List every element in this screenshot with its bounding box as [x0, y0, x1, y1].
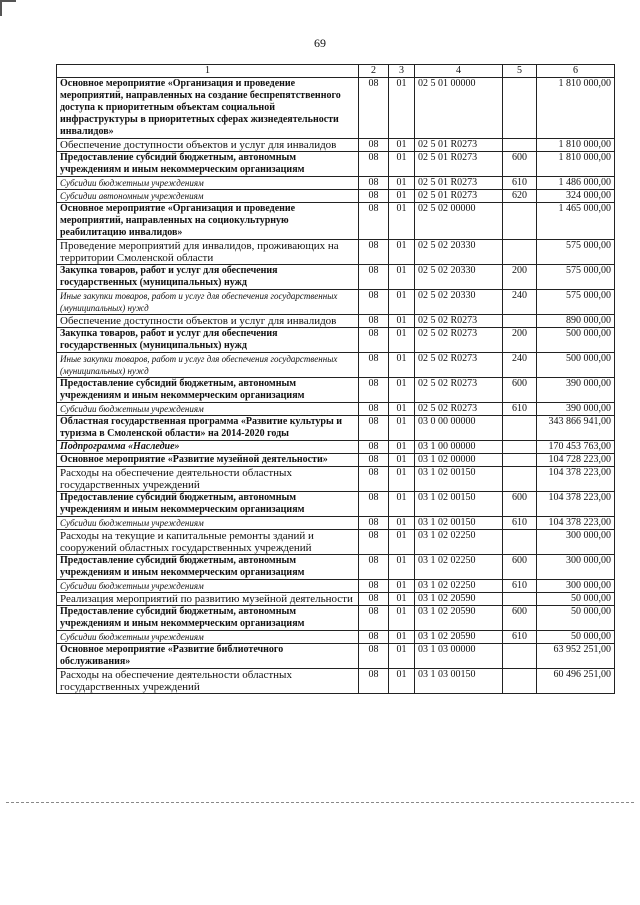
row-name-cell: Основное мероприятие «Развитие музейной деятельности» — [57, 454, 359, 467]
row-subsection-cell: 01 — [389, 403, 415, 416]
budget-table — [56, 64, 615, 694]
row-target-article-cell: 02 5 02 20330 — [415, 240, 503, 265]
row-subsection-cell: 01 — [389, 416, 415, 441]
row-target-article-cell: 03 1 00 00000 — [415, 441, 503, 454]
table-row — [57, 517, 615, 530]
table-row — [57, 353, 615, 378]
row-expense-type-cell: 200 — [503, 328, 537, 353]
row-section-cell: 08 — [359, 530, 389, 555]
column-header-4: 4 — [415, 65, 503, 78]
column-header-6: 6 — [537, 65, 615, 78]
row-name-cell: Субсидии бюджетным учреждениям — [57, 177, 359, 190]
row-expense-type-cell — [503, 416, 537, 441]
table-row — [57, 631, 615, 644]
row-target-article-cell: 03 1 03 00000 — [415, 644, 503, 669]
row-target-article-cell: 02 5 02 20330 — [415, 265, 503, 290]
row-expense-type-cell: 620 — [503, 190, 537, 203]
column-header-2: 2 — [359, 65, 389, 78]
row-name-cell: Областная государственная программа «Развитие культуры и туризма в Смоленской области» на 2014-2020 годы — [57, 416, 359, 441]
table-row — [57, 240, 615, 265]
table-body — [57, 78, 615, 694]
row-section-cell: 08 — [359, 203, 389, 240]
row-amount-cell: 1 465 000,00 — [537, 203, 615, 240]
row-name-cell: Закупка товаров, работ и услуг для обеспечения государственных (муниципальных) нужд — [57, 265, 359, 290]
row-target-article-cell: 03 1 02 00150 — [415, 467, 503, 492]
row-amount-cell: 300 000,00 — [537, 555, 615, 580]
row-amount-cell: 575 000,00 — [537, 240, 615, 265]
row-subsection-cell: 01 — [389, 240, 415, 265]
row-expense-type-cell: 610 — [503, 403, 537, 416]
row-subsection-cell: 01 — [389, 353, 415, 378]
row-section-cell: 08 — [359, 190, 389, 203]
row-expense-type-cell — [503, 530, 537, 555]
row-section-cell: 08 — [359, 177, 389, 190]
table-row — [57, 606, 615, 631]
row-expense-type-cell — [503, 78, 537, 139]
row-subsection-cell: 01 — [389, 555, 415, 580]
table-row — [57, 177, 615, 190]
row-subsection-cell: 01 — [389, 328, 415, 353]
row-amount-cell: 300 000,00 — [537, 580, 615, 593]
row-name-cell: Иные закупки товаров, работ и услуг для обеспечения государственных (муниципальных) нужд — [57, 353, 359, 378]
table-row — [57, 580, 615, 593]
row-amount-cell: 50 000,00 — [537, 593, 615, 606]
row-target-article-cell: 03 1 02 20590 — [415, 631, 503, 644]
row-expense-type-cell — [503, 669, 537, 694]
row-name-cell: Обеспечение доступности объектов и услуг для инвалидов — [57, 139, 359, 152]
page-bottom-dashed-line — [6, 802, 634, 803]
row-amount-cell: 1 810 000,00 — [537, 78, 615, 139]
row-name-cell: Иные закупки товаров, работ и услуг для обеспечения государственных (муниципальных) нужд — [57, 290, 359, 315]
row-target-article-cell: 03 0 00 00000 — [415, 416, 503, 441]
row-amount-cell: 1 486 000,00 — [537, 177, 615, 190]
row-expense-type-cell — [503, 240, 537, 265]
row-amount-cell: 60 496 251,00 — [537, 669, 615, 694]
row-expense-type-cell — [503, 593, 537, 606]
row-amount-cell: 300 000,00 — [537, 530, 615, 555]
row-expense-type-cell: 610 — [503, 177, 537, 190]
row-subsection-cell: 01 — [389, 378, 415, 403]
row-name-cell: Предоставление субсидий бюджетным, автономным учреждениям и иным некоммерческим организациям — [57, 555, 359, 580]
row-target-article-cell: 03 1 02 00000 — [415, 454, 503, 467]
table-row — [57, 441, 615, 454]
row-target-article-cell: 02 5 02 00000 — [415, 203, 503, 240]
row-subsection-cell: 01 — [389, 190, 415, 203]
row-expense-type-cell: 200 — [503, 265, 537, 290]
row-name-cell: Реализация мероприятий по развитию музейной деятельности — [57, 593, 359, 606]
row-expense-type-cell: 600 — [503, 378, 537, 403]
table-row — [57, 328, 615, 353]
row-name-cell: Субсидии автономным учреждениям — [57, 190, 359, 203]
row-subsection-cell: 01 — [389, 606, 415, 631]
row-subsection-cell: 01 — [389, 265, 415, 290]
row-section-cell: 08 — [359, 78, 389, 139]
table-row — [57, 290, 615, 315]
table-row — [57, 492, 615, 517]
row-subsection-cell: 01 — [389, 530, 415, 555]
row-amount-cell: 390 000,00 — [537, 403, 615, 416]
row-amount-cell: 50 000,00 — [537, 631, 615, 644]
table-row — [57, 139, 615, 152]
row-subsection-cell: 01 — [389, 203, 415, 240]
column-header-1: 1 — [57, 65, 359, 78]
row-expense-type-cell: 240 — [503, 353, 537, 378]
row-name-cell: Закупка товаров, работ и услуг для обеспечения государственных (муниципальных) нужд — [57, 328, 359, 353]
row-target-article-cell: 02 5 02 R0273 — [415, 328, 503, 353]
row-expense-type-cell: 600 — [503, 152, 537, 177]
row-section-cell: 08 — [359, 517, 389, 530]
row-expense-type-cell — [503, 441, 537, 454]
row-section-cell: 08 — [359, 467, 389, 492]
row-section-cell: 08 — [359, 555, 389, 580]
row-amount-cell: 500 000,00 — [537, 328, 615, 353]
row-target-article-cell: 02 5 02 R0273 — [415, 378, 503, 403]
row-section-cell: 08 — [359, 378, 389, 403]
row-section-cell: 08 — [359, 454, 389, 467]
row-target-article-cell: 02 5 01 R0273 — [415, 190, 503, 203]
row-target-article-cell: 02 5 01 R0273 — [415, 152, 503, 177]
row-expense-type-cell — [503, 644, 537, 669]
row-target-article-cell: 02 5 01 R0273 — [415, 139, 503, 152]
row-target-article-cell: 02 5 02 20330 — [415, 290, 503, 315]
row-subsection-cell: 01 — [389, 517, 415, 530]
row-section-cell: 08 — [359, 631, 389, 644]
row-target-article-cell: 03 1 02 20590 — [415, 593, 503, 606]
row-amount-cell: 170 453 763,00 — [537, 441, 615, 454]
table-header — [57, 65, 615, 78]
row-section-cell: 08 — [359, 644, 389, 669]
row-name-cell: Подпрограмма «Наследие» — [57, 441, 359, 454]
column-header-3: 3 — [389, 65, 415, 78]
row-subsection-cell: 01 — [389, 580, 415, 593]
row-target-article-cell: 03 1 02 20590 — [415, 606, 503, 631]
row-target-article-cell: 02 5 01 R0273 — [415, 177, 503, 190]
row-subsection-cell: 01 — [389, 441, 415, 454]
row-section-cell: 08 — [359, 265, 389, 290]
row-amount-cell: 104 378 223,00 — [537, 467, 615, 492]
row-target-article-cell: 02 5 02 R0273 — [415, 403, 503, 416]
row-subsection-cell: 01 — [389, 644, 415, 669]
row-expense-type-cell — [503, 454, 537, 467]
scan-corner-mark — [0, 0, 16, 16]
row-section-cell: 08 — [359, 240, 389, 265]
row-name-cell: Предоставление субсидий бюджетным, автономным учреждениям и иным некоммерческим организациям — [57, 152, 359, 177]
row-amount-cell: 104 378 223,00 — [537, 517, 615, 530]
row-expense-type-cell: 610 — [503, 517, 537, 530]
row-amount-cell: 104 728 223,00 — [537, 454, 615, 467]
column-header-5: 5 — [503, 65, 537, 78]
row-name-cell: Расходы на обеспечение деятельности областных государственных учреждений — [57, 669, 359, 694]
row-section-cell: 08 — [359, 580, 389, 593]
row-name-cell: Расходы на текущие и капитальные ремонты зданий и сооружений областных государственных учреждений — [57, 530, 359, 555]
table-row — [57, 467, 615, 492]
row-subsection-cell: 01 — [389, 669, 415, 694]
row-expense-type-cell: 610 — [503, 580, 537, 593]
header-row — [57, 65, 615, 78]
table-row — [57, 190, 615, 203]
row-amount-cell: 575 000,00 — [537, 265, 615, 290]
row-name-cell: Субсидии бюджетным учреждениям — [57, 403, 359, 416]
table-row — [57, 378, 615, 403]
row-section-cell: 08 — [359, 353, 389, 378]
row-name-cell: Основное мероприятие «Развитие библиотечного обслуживания» — [57, 644, 359, 669]
row-name-cell: Предоставление субсидий бюджетным, автономным учреждениям и иным некоммерческим организациям — [57, 378, 359, 403]
row-expense-type-cell: 600 — [503, 555, 537, 580]
row-section-cell: 08 — [359, 669, 389, 694]
row-name-cell: Расходы на обеспечение деятельности областных государственных учреждений — [57, 467, 359, 492]
row-amount-cell: 50 000,00 — [537, 606, 615, 631]
table-row — [57, 454, 615, 467]
table-row — [57, 403, 615, 416]
row-subsection-cell: 01 — [389, 78, 415, 139]
row-subsection-cell: 01 — [389, 593, 415, 606]
row-target-article-cell: 03 1 02 02250 — [415, 530, 503, 555]
row-section-cell: 08 — [359, 441, 389, 454]
table-row — [57, 203, 615, 240]
row-target-article-cell: 03 1 02 00150 — [415, 517, 503, 530]
row-section-cell: 08 — [359, 403, 389, 416]
row-amount-cell: 1 810 000,00 — [537, 152, 615, 177]
row-target-article-cell: 03 1 02 02250 — [415, 580, 503, 593]
table-row — [57, 555, 615, 580]
table-row — [57, 152, 615, 177]
row-target-article-cell: 02 5 02 R0273 — [415, 315, 503, 328]
row-target-article-cell: 02 5 01 00000 — [415, 78, 503, 139]
row-section-cell: 08 — [359, 416, 389, 441]
row-subsection-cell: 01 — [389, 177, 415, 190]
row-subsection-cell: 01 — [389, 467, 415, 492]
page-number: 69 — [314, 36, 326, 50]
row-subsection-cell: 01 — [389, 492, 415, 517]
row-section-cell: 08 — [359, 315, 389, 328]
row-target-article-cell: 03 1 02 00150 — [415, 492, 503, 517]
table-row — [57, 265, 615, 290]
row-name-cell: Основное мероприятие «Организация и проведение мероприятий, направленных на создание беспрепятственного доступа к приоритетным объектам социальной инфраструктуры в приоритетных сферах жизнедеятельности инвалидов» — [57, 78, 359, 139]
row-section-cell: 08 — [359, 492, 389, 517]
row-subsection-cell: 01 — [389, 152, 415, 177]
row-name-cell: Субсидии бюджетным учреждениям — [57, 517, 359, 530]
row-target-article-cell: 03 1 03 00150 — [415, 669, 503, 694]
row-amount-cell: 1 810 000,00 — [537, 139, 615, 152]
row-expense-type-cell: 240 — [503, 290, 537, 315]
row-name-cell: Предоставление субсидий бюджетным, автономным учреждениям и иным некоммерческим организациям — [57, 606, 359, 631]
row-amount-cell: 324 000,00 — [537, 190, 615, 203]
row-expense-type-cell: 600 — [503, 606, 537, 631]
row-target-article-cell: 03 1 02 02250 — [415, 555, 503, 580]
table-row — [57, 669, 615, 694]
row-subsection-cell: 01 — [389, 631, 415, 644]
row-expense-type-cell — [503, 139, 537, 152]
row-amount-cell: 390 000,00 — [537, 378, 615, 403]
row-amount-cell: 63 952 251,00 — [537, 644, 615, 669]
row-section-cell: 08 — [359, 139, 389, 152]
row-section-cell: 08 — [359, 328, 389, 353]
row-subsection-cell: 01 — [389, 315, 415, 328]
row-expense-type-cell — [503, 315, 537, 328]
row-amount-cell: 343 866 941,00 — [537, 416, 615, 441]
table-row — [57, 593, 615, 606]
table-row — [57, 416, 615, 441]
row-name-cell: Субсидии бюджетным учреждениям — [57, 631, 359, 644]
row-name-cell: Субсидии бюджетным учреждениям — [57, 580, 359, 593]
row-name-cell: Предоставление субсидий бюджетным, автономным учреждениям и иным некоммерческим организациям — [57, 492, 359, 517]
row-amount-cell: 890 000,00 — [537, 315, 615, 328]
row-expense-type-cell — [503, 467, 537, 492]
row-subsection-cell: 01 — [389, 139, 415, 152]
row-amount-cell: 575 000,00 — [537, 290, 615, 315]
row-target-article-cell: 02 5 02 R0273 — [415, 353, 503, 378]
row-expense-type-cell — [503, 203, 537, 240]
row-amount-cell: 500 000,00 — [537, 353, 615, 378]
table-row — [57, 78, 615, 139]
row-amount-cell: 104 378 223,00 — [537, 492, 615, 517]
row-name-cell: Проведение мероприятий для инвалидов, проживающих на территории Смоленской области — [57, 240, 359, 265]
row-expense-type-cell: 600 — [503, 492, 537, 517]
row-subsection-cell: 01 — [389, 290, 415, 315]
table-row — [57, 644, 615, 669]
row-expense-type-cell: 610 — [503, 631, 537, 644]
row-section-cell: 08 — [359, 152, 389, 177]
row-section-cell: 08 — [359, 606, 389, 631]
row-section-cell: 08 — [359, 290, 389, 315]
row-subsection-cell: 01 — [389, 454, 415, 467]
row-section-cell: 08 — [359, 593, 389, 606]
table-row — [57, 315, 615, 328]
table-row — [57, 530, 615, 555]
row-name-cell: Обеспечение доступности объектов и услуг для инвалидов — [57, 315, 359, 328]
row-name-cell: Основное мероприятие «Организация и проведение мероприятий, направленных на социокультурную реабилитацию инвалидов» — [57, 203, 359, 240]
